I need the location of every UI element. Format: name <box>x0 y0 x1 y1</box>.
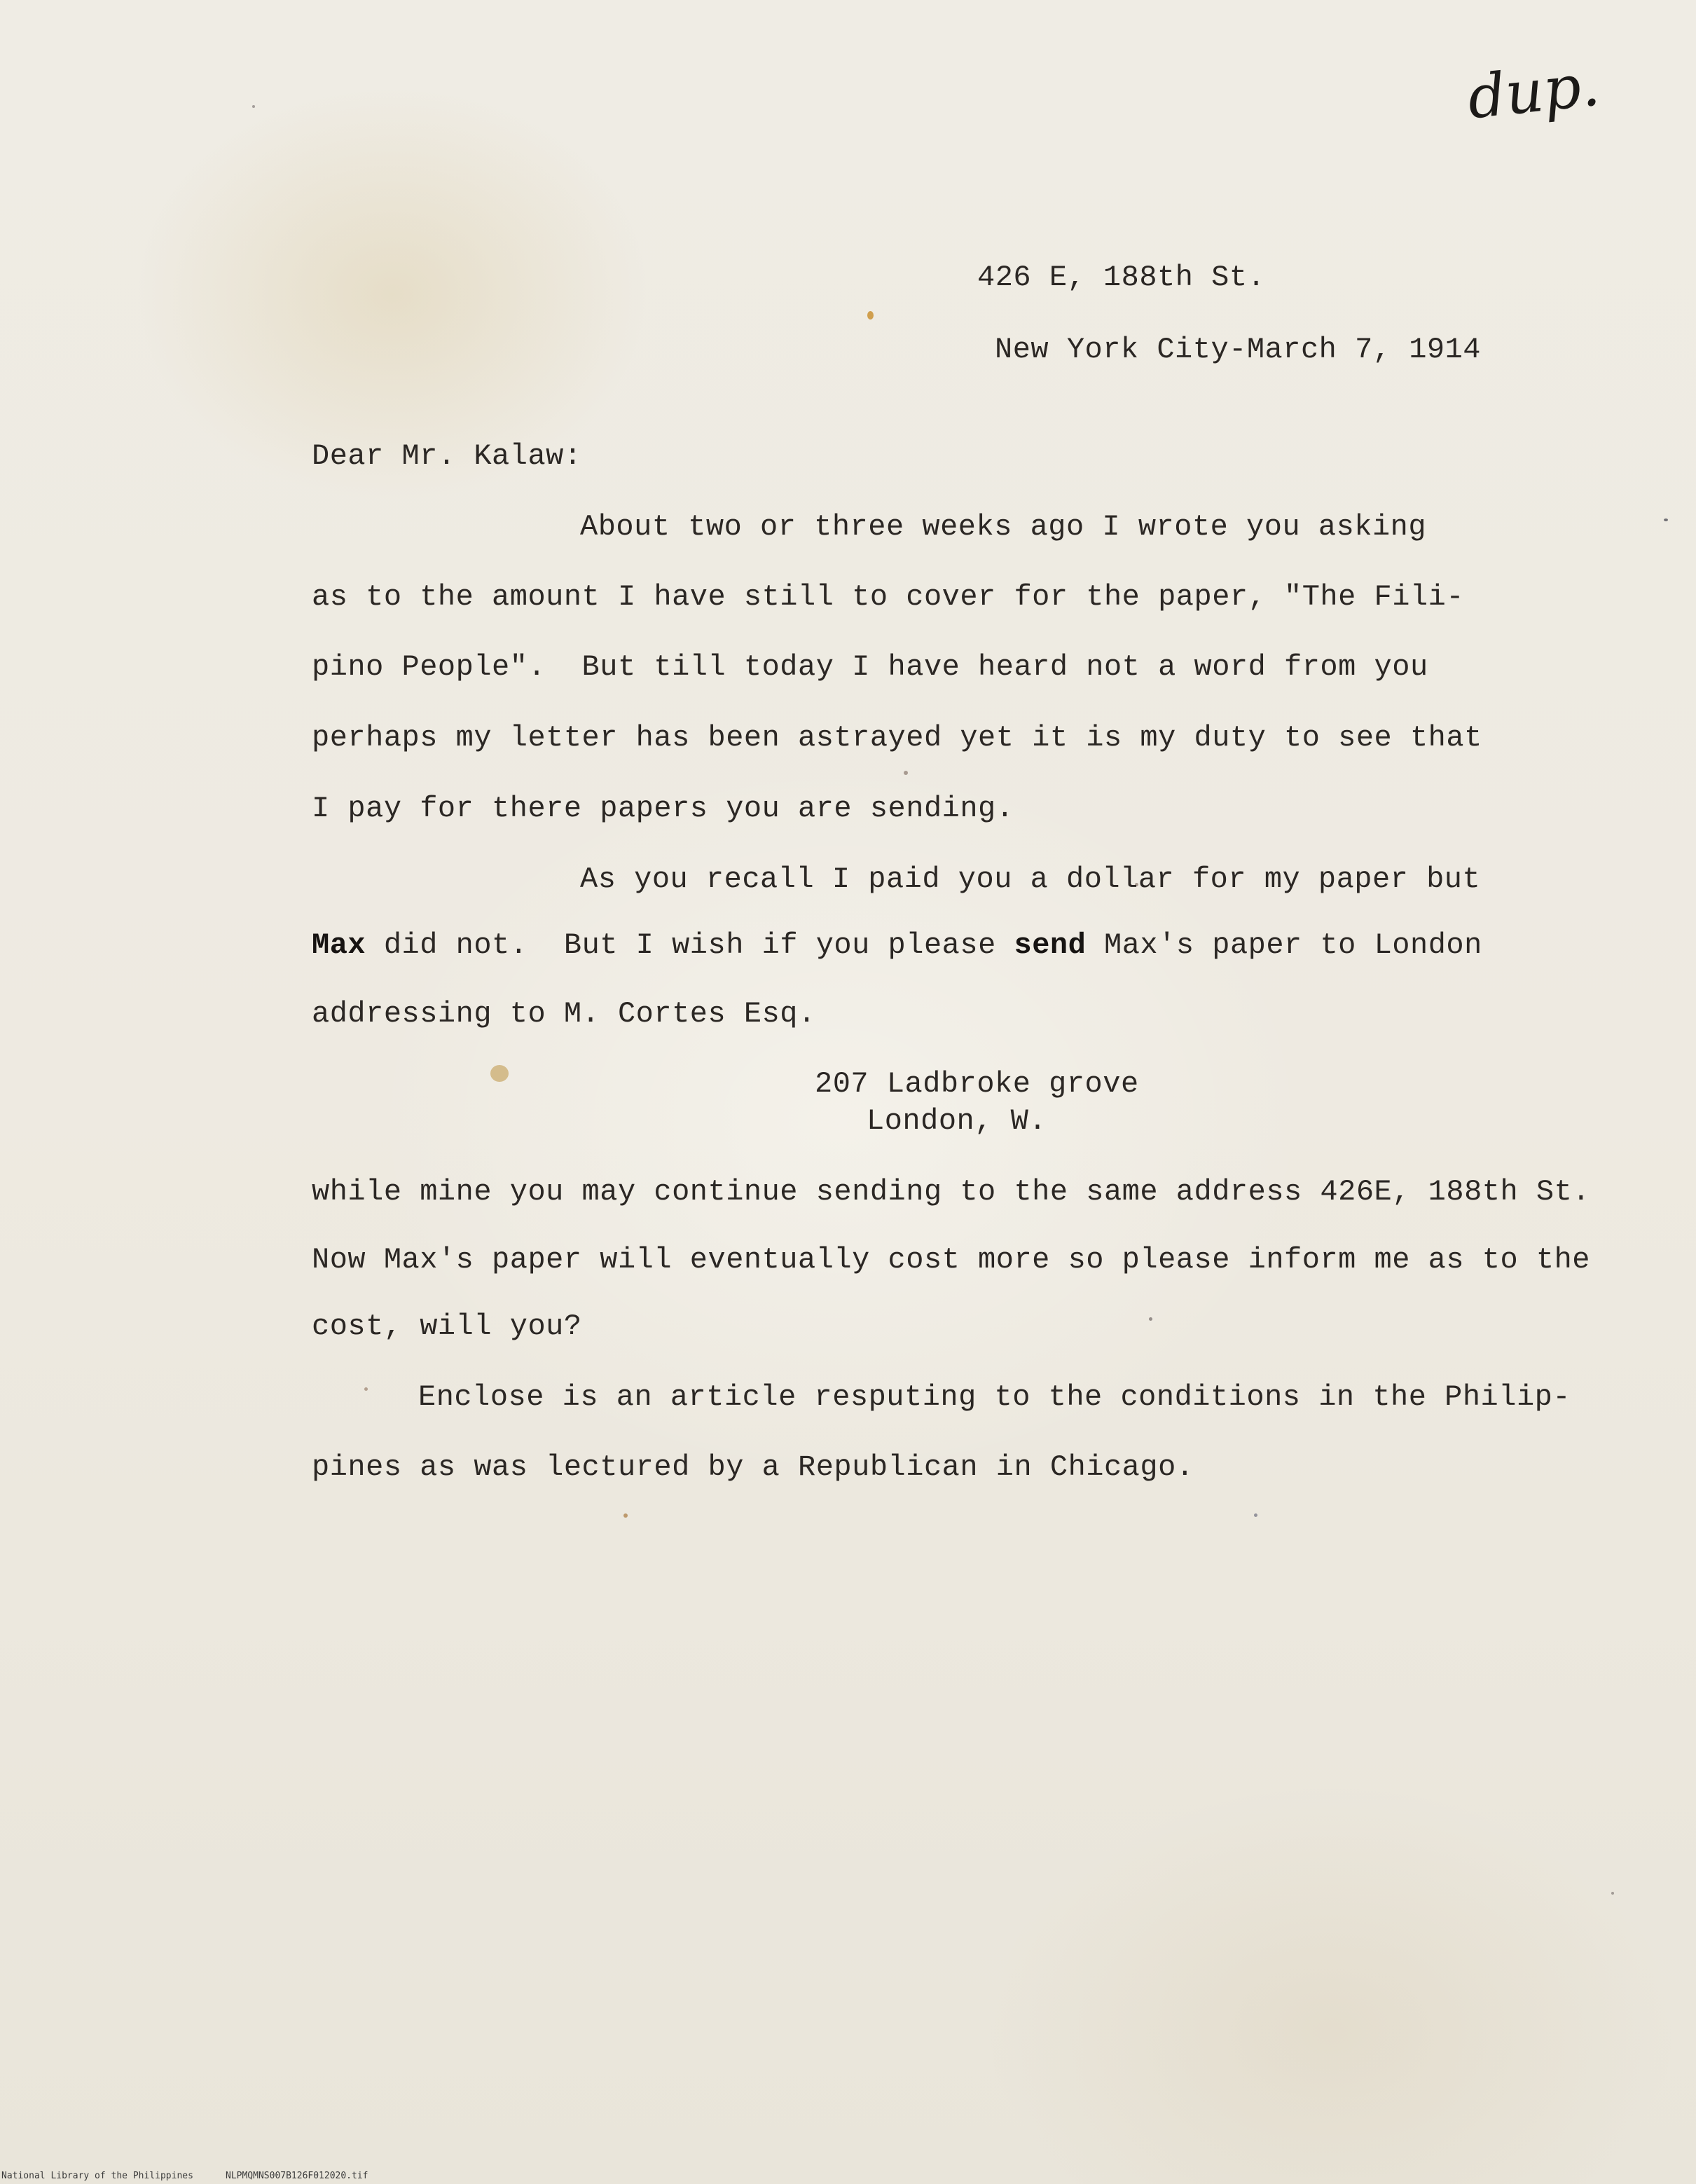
london-address-line-2: London, W. <box>867 1104 1047 1138</box>
paragraph-3-line-3: cost, will you? <box>312 1310 582 1343</box>
paragraph-3-line-1: while mine you may continue sending to the same address 426E, 188th St. <box>312 1175 1590 1209</box>
paper-speck <box>1149 1317 1152 1321</box>
paragraph-2-line-1: As you recall I paid you a dollar for my paper but <box>580 863 1481 896</box>
paragraph-2-line-3: addressing to M. Cortes Esq. <box>312 997 816 1031</box>
footer-file-id: NLPMQMNS007B126F012020.tif <box>226 2171 368 2181</box>
paper-stain <box>490 1065 509 1082</box>
paper-speck <box>623 1513 628 1518</box>
paper-speck <box>252 105 255 108</box>
paper-speck <box>867 311 874 320</box>
bold-word-max: Max <box>312 928 366 962</box>
paragraph-3-line-2: Now Max's paper will eventually cost more so please inform me as to the <box>312 1243 1590 1277</box>
london-address-line-1: 207 Ladbroke grove <box>815 1067 1139 1101</box>
paper-speck <box>1611 1892 1614 1895</box>
paragraph-1-line-3: pino People". But till today I have heard not a word from you <box>312 650 1428 684</box>
paragraph-4-line-1: Enclose is an article resputing to the conditions in the Philip- <box>418 1380 1571 1414</box>
sender-address: 426 E, 188th St. <box>977 261 1266 294</box>
letter-date: New York City-March 7, 1914 <box>995 333 1482 366</box>
paragraph-1-line-1: About two or three weeks ago I wrote you asking <box>580 510 1427 544</box>
paper-speck <box>1664 518 1668 521</box>
paragraph-2-line-2-text: did not. But I wish if you please <box>366 928 1014 962</box>
footer-library: National Library of the Philippines <box>1 2171 193 2181</box>
paragraph-2-line-2 <box>312 930 1482 960</box>
paragraph-2-line-2-end: Max's paper to London <box>1086 928 1482 962</box>
paper-speck <box>364 1387 368 1391</box>
paragraph-1-line-2: as to the amount I have still to cover for the paper, "The Fili- <box>312 580 1465 614</box>
paragraph-1-line-5: I pay for there papers you are sending. <box>312 792 1014 825</box>
bold-word-send: send <box>1014 928 1087 962</box>
handwritten-note: dup. <box>1464 50 1603 132</box>
paragraph-4-line-2: pines as was lectured by a Republican in Chicago. <box>312 1450 1194 1484</box>
paper-speck <box>904 771 908 775</box>
paragraph-1-line-4: perhaps my letter has been astrayed yet it is my duty to see that <box>312 721 1482 755</box>
paper-speck <box>1254 1513 1257 1517</box>
salutation: Dear Mr. Kalaw: <box>312 439 582 473</box>
